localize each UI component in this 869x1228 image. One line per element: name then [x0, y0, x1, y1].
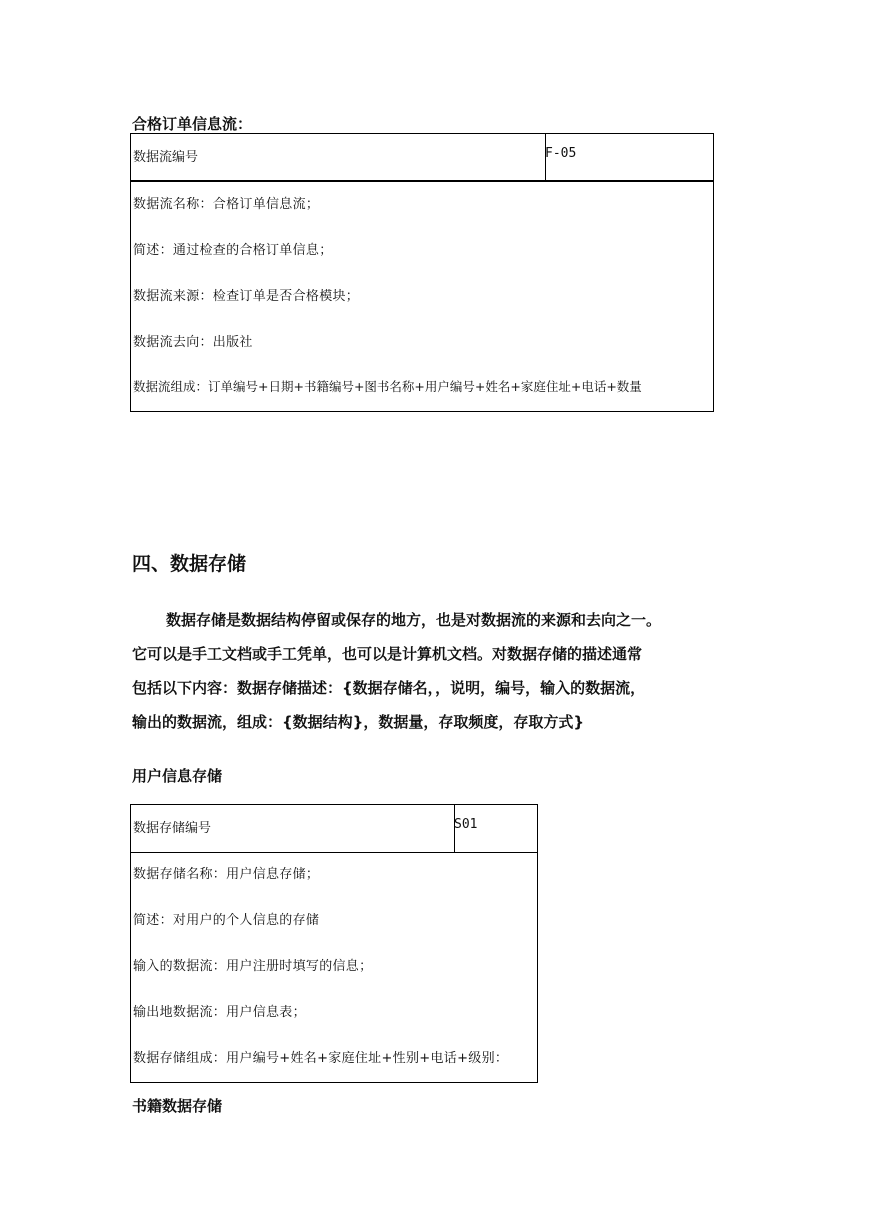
table-header-row	[131, 134, 713, 182]
paragraph-line: 数据存储是数据结构停留或保存的地方，也是对数据流的来源和去向之一。	[166, 611, 662, 629]
data-storage-name-row: 数据存储名称：用户信息存储；	[133, 867, 320, 882]
data-flow-summary-row: 简述：通过检查的合格订单信息；	[133, 243, 333, 258]
data-flow-composition-row: 数据流组成：订单编号+日期+书籍编号+图书名称+用户编号+姓名+家庭住址+电话+数量	[133, 379, 642, 394]
data-flow-id-label: 数据流编号	[131, 134, 546, 180]
paragraph-line: 输出的数据流，组成：{数据结构}，数据量，存取频度，存取方式}	[132, 713, 585, 731]
paragraph-line: 它可以是手工文档或手工凭单，也可以是计算机文档。对数据存储的描述通常	[132, 645, 643, 663]
data-flow-name-row: 数据流名称：合格订单信息流；	[133, 197, 320, 212]
section-title-qualified-order-flow: 合格订单信息流：	[132, 115, 253, 133]
subheading-book-data-storage: 书籍数据存储	[132, 1097, 223, 1115]
data-storage-id-value: S01	[454, 817, 478, 832]
data-flow-destination-row: 数据流去向：出版社	[133, 335, 253, 350]
data-storage-summary-row: 简述：对用户的个人信息的存储	[133, 913, 320, 928]
data-flow-source-row: 数据流来源：检查订单是否合格模块；	[133, 289, 360, 304]
data-storage-description	[132, 603, 772, 739]
subheading-user-info-storage: 用户信息存储	[132, 767, 223, 785]
data-storage-composition-row: 数据存储组成：用户编号+姓名+家庭住址+性别+电话+级别：	[133, 1051, 509, 1066]
paragraph-line: 包括以下内容：数据存储描述：{数据存储名，，说明，编号，输入的数据流，	[132, 679, 646, 697]
data-flow-id-value: F-05	[545, 146, 577, 161]
data-storage-id-label: 数据存储编号	[131, 805, 455, 852]
data-flow-table	[130, 133, 714, 412]
table-header-row	[131, 805, 537, 853]
data-storage-output-row: 输出地数据流：用户信息表；	[133, 1005, 306, 1020]
data-storage-table	[130, 804, 538, 1083]
section-heading-data-storage: 四、数据存储	[132, 553, 247, 575]
data-storage-input-row: 输入的数据流：用户注册时填写的信息；	[133, 959, 373, 974]
